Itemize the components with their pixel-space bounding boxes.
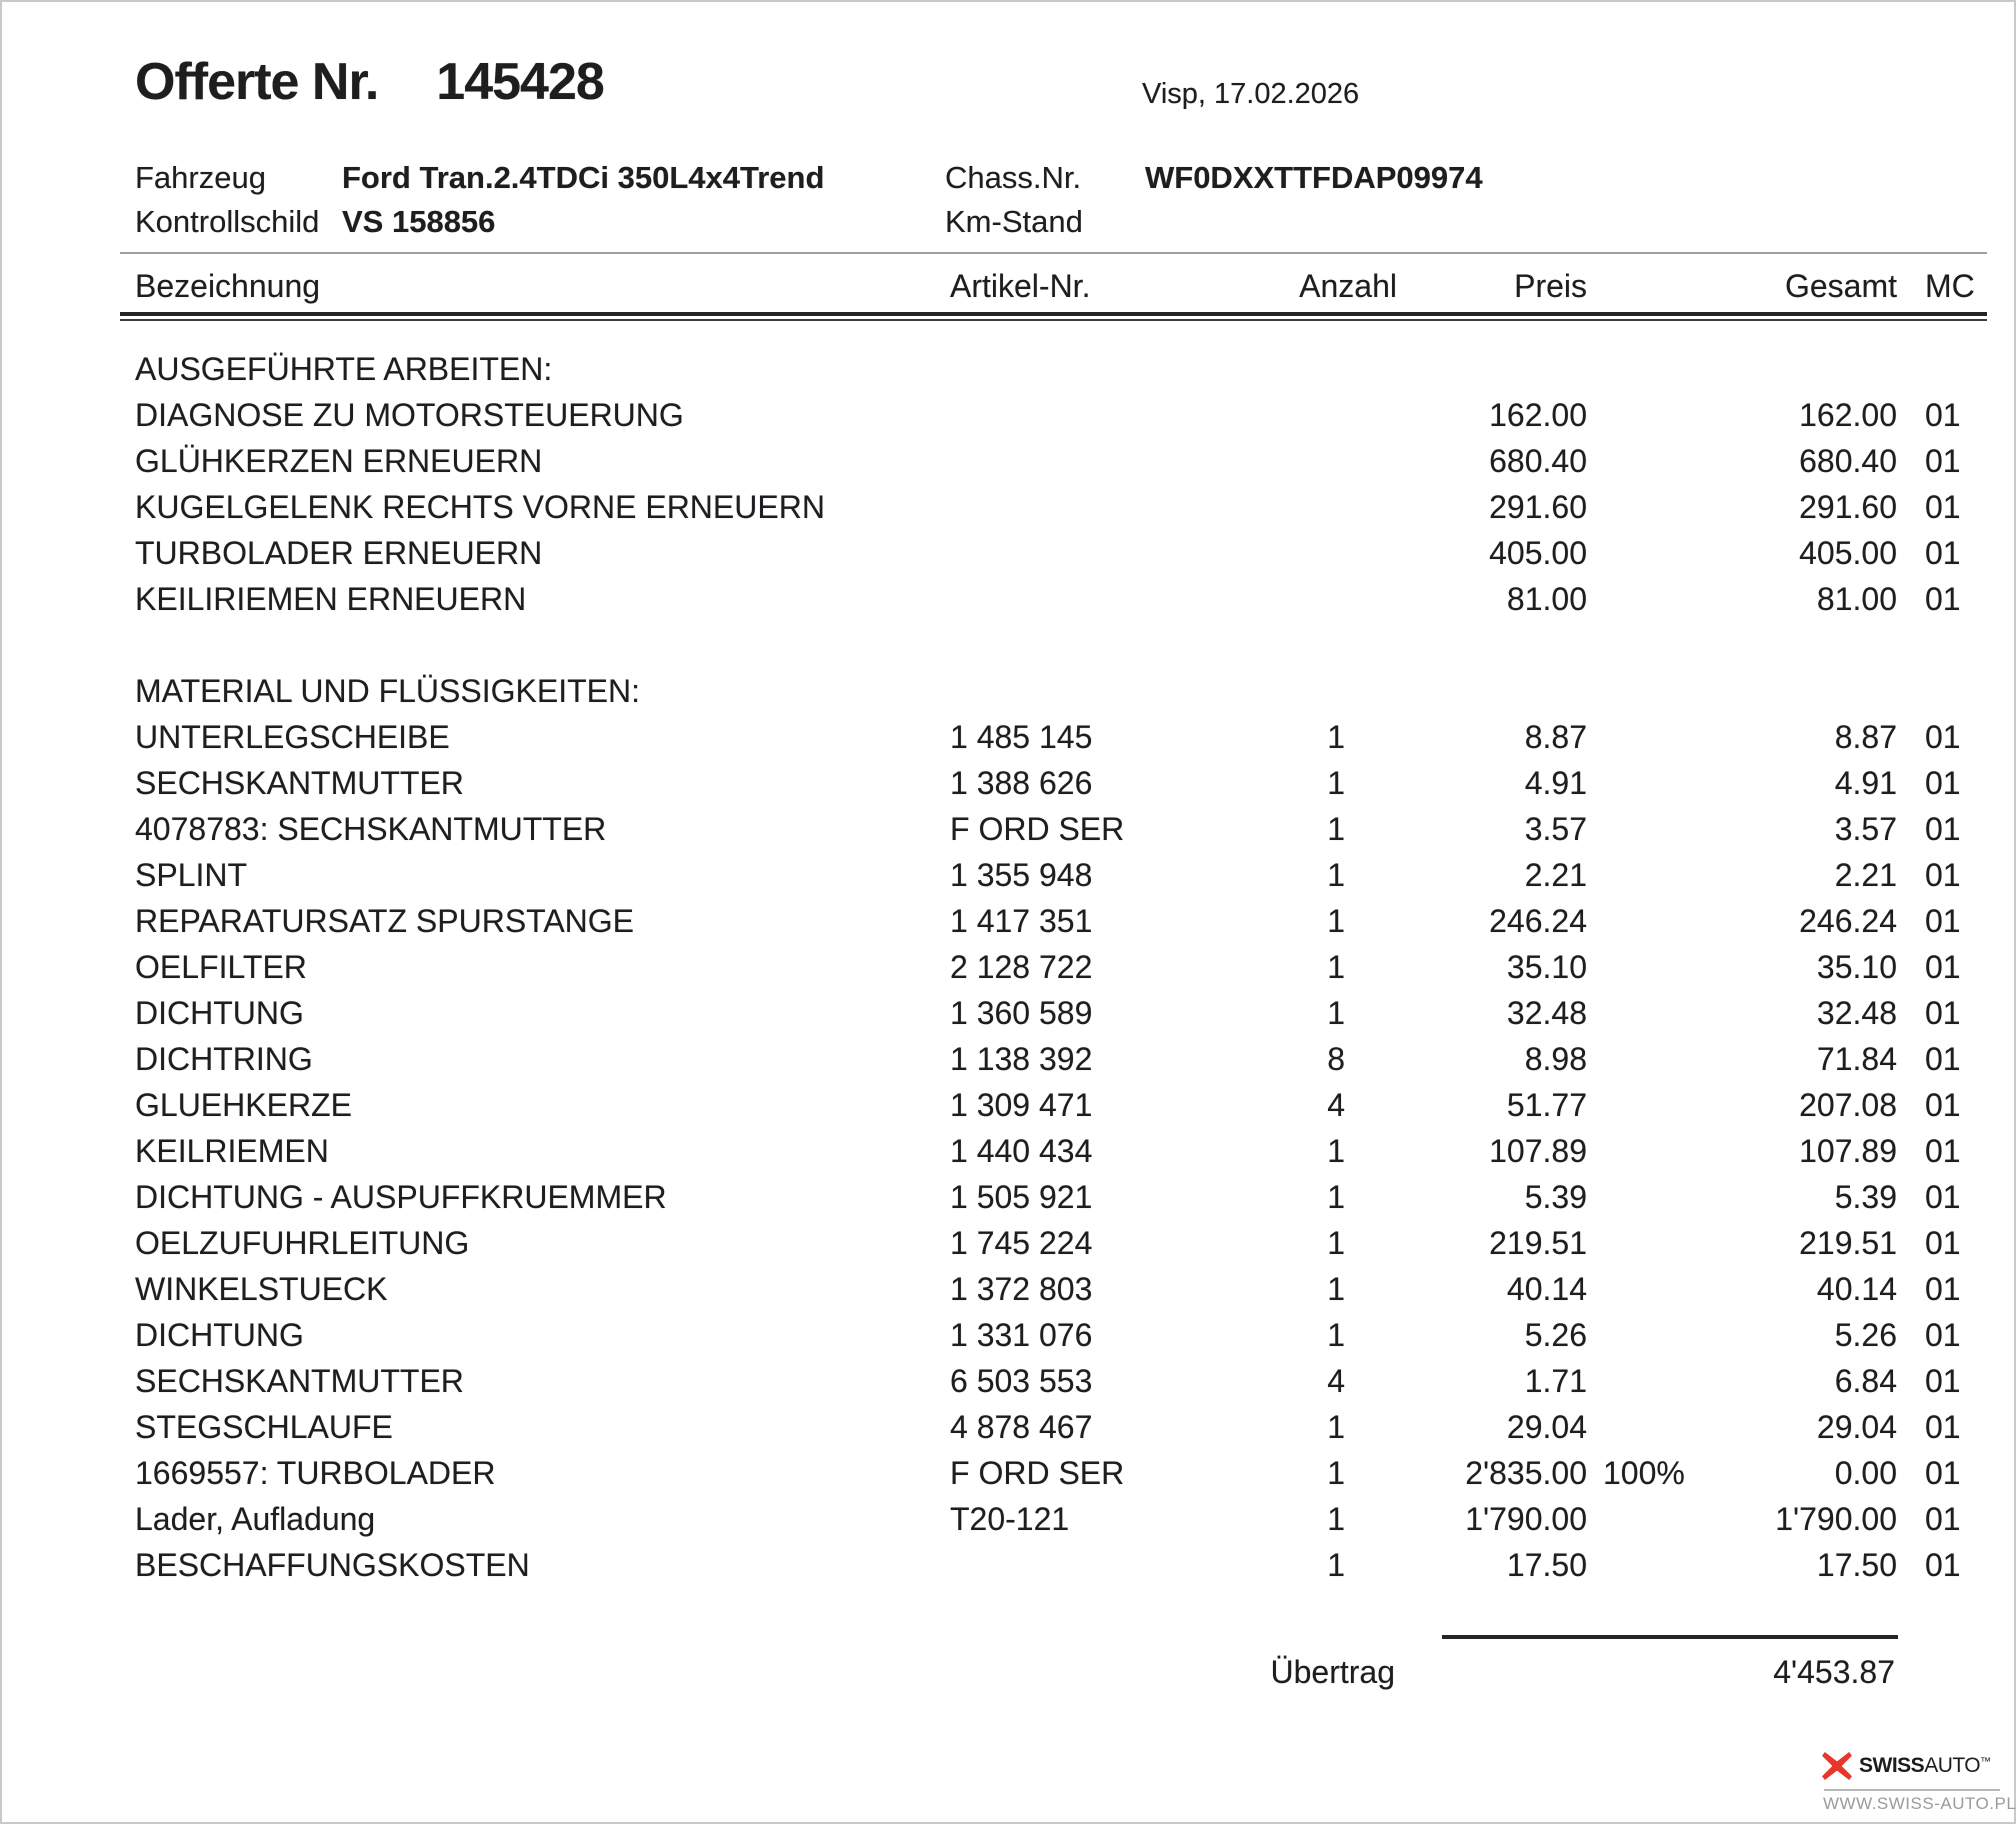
cell-artikel-nr: 1 138 392 [950,1041,1093,1077]
cell-anzahl: 1 [1327,1455,1345,1491]
cell-preis-suffix [1587,1082,1699,1128]
cell-bezeichnung: GLÜHKERZEN ERNEUERN [135,443,543,479]
cell-preis [1345,668,1587,714]
table-row [135,806,1985,852]
table-row [135,1358,1985,1404]
cell-preis: 3.57 [1524,811,1587,847]
cell-artikel-nr: 1 360 589 [950,995,1093,1031]
swissauto-pinwheel-icon [1822,1752,1852,1780]
table-row [135,1266,1985,1312]
cell-artikel-nr: T20-121 [950,1501,1070,1537]
cell-gesamt: 107.89 [1799,1133,1897,1169]
cell-mc: 01 [1925,765,1961,801]
cell-mc: 01 [1925,1455,1961,1491]
cell-anzahl: 1 [1327,1501,1345,1537]
cell-bezeichnung: Lader, Aufladung [135,1501,376,1537]
cell-preis: 29.04 [1506,1409,1587,1445]
cell-artikel-nr: F ORD SER [950,811,1125,847]
table-row [135,714,1985,760]
cell-preis-suffix [1587,990,1699,1036]
table-header [135,264,1985,308]
cell-preis: 2'835.00 [1465,1455,1587,1491]
table-row [135,1220,1985,1266]
cell-preis-suffix [1587,760,1699,806]
column-header-gesamt: Gesamt [1784,268,1897,304]
cell-anzahl: 8 [1327,1041,1345,1077]
place-date: Visp, 17.02.2026 [1142,78,1360,110]
cell-artikel-nr: 1 505 921 [950,1179,1093,1215]
cell-bezeichnung: 4078783: SECHSKANTMUTTER [135,811,607,847]
cell-bezeichnung: REPARATURSATZ SPURSTANGE [135,903,635,939]
table-row [135,1542,1985,1588]
cell-anzahl [1247,346,1345,392]
cell-preis: 51.77 [1506,1087,1587,1123]
table-row [135,530,1985,576]
chassis-label: Chass.Nr. [945,160,1082,195]
cell-anzahl: 1 [1327,1133,1345,1169]
cell-anzahl: 1 [1327,1317,1345,1353]
cell-anzahl: 1 [1327,765,1345,801]
footer-url: WWW.SWISS-AUTO.PL [1823,1794,2016,1813]
cell-anzahl: 1 [1327,995,1345,1031]
cell-preis-suffix [1587,622,1699,668]
table-row [135,392,1985,438]
carry-over-label: Übertrag [1270,1654,1395,1690]
cell-artikel-nr [950,530,1247,576]
cell-mc: 01 [1925,397,1961,433]
column-header-spacer [1587,264,1699,308]
cell-preis: 17.50 [1506,1547,1587,1583]
cell-artikel-nr: 1 388 626 [950,765,1093,801]
cell-anzahl [1247,622,1345,668]
cell-bezeichnung: KEILRIEMEN [135,1133,329,1169]
cell-mc: 01 [1925,1087,1961,1123]
cell-gesamt: 40.14 [1816,1271,1897,1307]
cell-mc: 01 [1925,1501,1961,1537]
cell-mc: 01 [1925,443,1961,479]
cell-mc: 01 [1925,903,1961,939]
table-row [135,576,1985,622]
cell-bezeichnung: DICHTUNG [135,995,304,1031]
cell-preis: 1'790.00 [1465,1501,1587,1537]
cell-preis: 219.51 [1489,1225,1587,1261]
cell-anzahl: 1 [1327,719,1345,755]
table-row [135,1312,1985,1358]
cell-bezeichnung: OELZUFUHRLEITUNG [135,1225,470,1261]
brand-light-text: AUTO [1924,1754,1981,1777]
cell-mc: 01 [1925,811,1961,847]
cell-gesamt: 17.50 [1816,1547,1897,1583]
cell-preis: 2.21 [1524,857,1587,893]
cell-artikel-nr: F ORD SER [950,1455,1125,1491]
table-row [135,1450,1985,1496]
cell-gesamt: 0.00 [1834,1455,1897,1491]
footer-divider [1824,1789,2000,1791]
cell-preis [1345,622,1587,668]
swissauto-logo [1822,1752,1991,1780]
cell-mc: 01 [1925,857,1961,893]
cell-anzahl: 4 [1327,1363,1345,1399]
cell-preis-suffix [1587,714,1699,760]
cell-preis-suffix [1587,1542,1699,1588]
cell-gesamt: 5.26 [1834,1317,1897,1353]
cell-bezeichnung: TURBOLADER ERNEUERN [135,535,543,571]
cell-anzahl [1247,576,1345,622]
cell-anzahl: 1 [1327,1271,1345,1307]
table-row [135,1036,1985,1082]
cell-gesamt: 2.21 [1834,857,1897,893]
kontrollschild-label: Kontrollschild [135,204,320,239]
cell-mc: 01 [1925,1179,1961,1215]
cell-artikel-nr: 1 745 224 [950,1225,1093,1261]
cell-artikel-nr [950,346,1247,392]
column-header-mc: MC [1925,268,1975,304]
cell-anzahl: 1 [1327,1547,1345,1583]
carry-over-value: 4'453.87 [1773,1654,1895,1690]
header-bottom-rule [120,312,1987,321]
cell-artikel-nr [950,576,1247,622]
table-row [135,1496,1985,1542]
cell-anzahl: 4 [1327,1087,1345,1123]
cell-bezeichnung: MATERIAL UND FLÜSSIGKEITEN: [135,673,640,709]
table-row [135,668,1985,714]
cell-gesamt: 32.48 [1816,995,1897,1031]
cell-artikel-nr [950,392,1247,438]
cell-bezeichnung: STEGSCHLAUFE [135,1409,393,1445]
cell-artikel-nr: 1 440 434 [950,1133,1093,1169]
swissauto-wordmark [1859,1754,1991,1778]
cell-mc: 01 [1925,995,1961,1031]
cell-mc: 01 [1925,719,1961,755]
cell-preis-suffix [1587,1036,1699,1082]
cell-bezeichnung: OELFILTER [135,949,307,985]
cell-preis-suffix [1587,852,1699,898]
cell-anzahl: 1 [1327,903,1345,939]
cell-preis: 291.60 [1489,489,1587,525]
cell-preis: 5.26 [1524,1317,1587,1353]
cell-gesamt: 3.57 [1834,811,1897,847]
cell-preis-suffix [1587,668,1699,714]
cell-preis: 162.00 [1489,397,1587,433]
offer-number-value: 145428 [436,53,604,111]
cell-gesamt: 246.24 [1799,903,1897,939]
cell-gesamt [1699,668,1897,714]
cell-artikel-nr: 1 417 351 [950,903,1093,939]
doc-title [135,52,604,112]
cell-mc: 01 [1925,489,1961,525]
header-top-rule [120,252,1987,254]
table-row [135,1128,1985,1174]
cell-gesamt: 291.60 [1799,489,1897,525]
cell-preis-suffix [1587,1496,1699,1542]
cell-anzahl [1247,484,1345,530]
trademark-symbol: ™ [1980,1756,1991,1768]
cell-gesamt: 405.00 [1799,535,1897,571]
cell-artikel-nr [950,622,1247,668]
cell-mc: 01 [1925,1317,1961,1353]
cell-preis: 1.71 [1524,1363,1587,1399]
cell-artikel-nr: 1 372 803 [950,1271,1093,1307]
cell-artikel-nr [950,1542,1247,1588]
cell-mc: 01 [1925,1225,1961,1261]
cell-preis: 405.00 [1489,535,1587,571]
fahrzeug-label: Fahrzeug [135,160,266,195]
cell-bezeichnung: AUSGEFÜHRTE ARBEITEN: [135,351,553,387]
cell-preis: 81.00 [1506,581,1587,617]
cell-gesamt: 29.04 [1816,1409,1897,1445]
cell-preis-suffix [1587,484,1699,530]
cell-preis-suffix [1587,1358,1699,1404]
cell-preis: 32.48 [1506,995,1587,1031]
cell-artikel-nr: 6 503 553 [950,1363,1093,1399]
cell-mc [1897,668,1985,714]
table-row [135,1174,1985,1220]
kontrollschild-value: VS 158856 [342,204,496,239]
cell-anzahl [1247,530,1345,576]
cell-bezeichnung: DICHTUNG [135,1317,304,1353]
cell-preis-suffix [1587,576,1699,622]
cell-gesamt: 680.40 [1799,443,1897,479]
cell-preis-suffix [1587,392,1699,438]
cell-preis-suffix [1587,1174,1699,1220]
cell-preis-suffix [1587,1220,1699,1266]
table-row [135,760,1985,806]
cell-gesamt [1699,346,1897,392]
cell-anzahl: 1 [1327,1225,1345,1261]
cell-mc: 01 [1925,1041,1961,1077]
cell-gesamt: 81.00 [1816,581,1897,617]
cell-anzahl: 1 [1327,1179,1345,1215]
column-header-preis: Preis [1514,268,1587,304]
cell-bezeichnung: KEILIRIEMEN ERNEUERN [135,581,527,617]
table-row [135,438,1985,484]
column-header-artikel-nr: Artikel-Nr. [950,268,1091,304]
cell-preis: 8.98 [1524,1041,1587,1077]
cell-gesamt: 71.84 [1816,1041,1897,1077]
cell-artikel-nr: 1 309 471 [950,1087,1093,1123]
table-row [135,944,1985,990]
carry-over-rule [1442,1635,1898,1639]
cell-preis-suffix: 100% [1603,1455,1685,1491]
cell-artikel-nr [950,668,1247,714]
cell-anzahl: 1 [1327,857,1345,893]
cell-preis-suffix [1587,530,1699,576]
cell-anzahl: 1 [1327,811,1345,847]
cell-gesamt: 6.84 [1834,1363,1897,1399]
cell-bezeichnung: KUGELGELENK RECHTS VORNE ERNEUERN [135,489,825,525]
cell-bezeichnung: DICHTRING [135,1041,313,1077]
cell-artikel-nr: 1 331 076 [950,1317,1093,1353]
cell-bezeichnung: GLUEHKERZE [135,1087,352,1123]
cell-anzahl [1247,438,1345,484]
cell-bezeichnung: 1669557: TURBOLADER [135,1455,496,1491]
cell-mc [1897,622,1985,668]
fahrzeug-value: Ford Tran.2.4TDCi 350L4x4Trend [342,160,825,195]
table-body [135,346,1985,1588]
table-row [135,346,1985,392]
cell-gesamt: 1'790.00 [1775,1501,1897,1537]
cell-mc: 01 [1925,1271,1961,1307]
offer-number-label: Offerte Nr. [135,53,379,111]
cell-gesamt: 8.87 [1834,719,1897,755]
cell-gesamt: 207.08 [1799,1087,1897,1123]
table-row [135,1082,1985,1128]
cell-anzahl [1247,392,1345,438]
cell-artikel-nr: 1 355 948 [950,857,1093,893]
table-row [135,484,1985,530]
cell-anzahl: 1 [1327,1409,1345,1445]
cell-anzahl: 1 [1327,949,1345,985]
cell-preis [1345,346,1587,392]
cell-mc: 01 [1925,1133,1961,1169]
column-header-anzahl: Anzahl [1299,268,1397,304]
cell-preis-suffix [1587,806,1699,852]
cell-bezeichnung: SECHSKANTMUTTER [135,1363,464,1399]
cell-preis-suffix [1587,438,1699,484]
cell-preis: 35.10 [1506,949,1587,985]
cell-artikel-nr: 2 128 722 [950,949,1093,985]
table-row [135,990,1985,1036]
cell-mc [1897,346,1985,392]
cell-bezeichnung: WINKELSTUECK [135,1271,388,1307]
cell-preis: 40.14 [1506,1271,1587,1307]
cell-bezeichnung: BESCHAFFUNGSKOSTEN [135,1547,530,1583]
cell-preis: 107.89 [1489,1133,1587,1169]
cell-gesamt: 5.39 [1834,1179,1897,1215]
cell-preis-suffix [1587,1404,1699,1450]
cell-anzahl [1247,668,1345,714]
table-row [135,852,1985,898]
cell-mc: 01 [1925,581,1961,617]
cell-artikel-nr [950,438,1247,484]
cell-bezeichnung: DIAGNOSE ZU MOTORSTEUERUNG [135,397,684,433]
cell-gesamt: 4.91 [1834,765,1897,801]
cell-bezeichnung [135,622,950,668]
cell-preis: 246.24 [1489,903,1587,939]
cell-preis: 4.91 [1524,765,1587,801]
cell-preis-suffix [1587,1312,1699,1358]
cell-preis: 680.40 [1489,443,1587,479]
cell-preis-suffix [1587,1266,1699,1312]
cell-mc: 01 [1925,949,1961,985]
table-row [135,898,1985,944]
cell-artikel-nr: 1 485 145 [950,719,1093,755]
cell-preis-suffix [1587,1128,1699,1174]
table-row [135,1404,1985,1450]
table-row [135,622,1985,668]
cell-mc: 01 [1925,535,1961,571]
cell-mc: 01 [1925,1547,1961,1583]
cell-preis-suffix [1587,898,1699,944]
cell-preis-suffix [1587,346,1699,392]
cell-artikel-nr: 4 878 467 [950,1409,1093,1445]
cell-artikel-nr [950,484,1247,530]
column-header-bezeichnung: Bezeichnung [135,268,321,304]
cell-preis: 8.87 [1524,719,1587,755]
cell-bezeichnung: SPLINT [135,857,248,893]
cell-gesamt: 219.51 [1799,1225,1897,1261]
cell-bezeichnung: UNTERLEGSCHEIBE [135,719,450,755]
cell-gesamt: 162.00 [1799,397,1897,433]
chassis-value: WF0DXXTTFDAP09974 [1145,160,1483,195]
cell-mc: 01 [1925,1409,1961,1445]
cell-bezeichnung: SECHSKANTMUTTER [135,765,464,801]
cell-gesamt: 35.10 [1816,949,1897,985]
cell-gesamt [1699,622,1897,668]
brand-strong-text: SWISS [1859,1754,1925,1777]
cell-bezeichnung: DICHTUNG - AUSPUFFKRUEMMER [135,1179,667,1215]
cell-mc: 01 [1925,1363,1961,1399]
cell-preis: 5.39 [1524,1179,1587,1215]
cell-preis-suffix [1587,944,1699,990]
km-stand-label: Km-Stand [945,204,1083,239]
